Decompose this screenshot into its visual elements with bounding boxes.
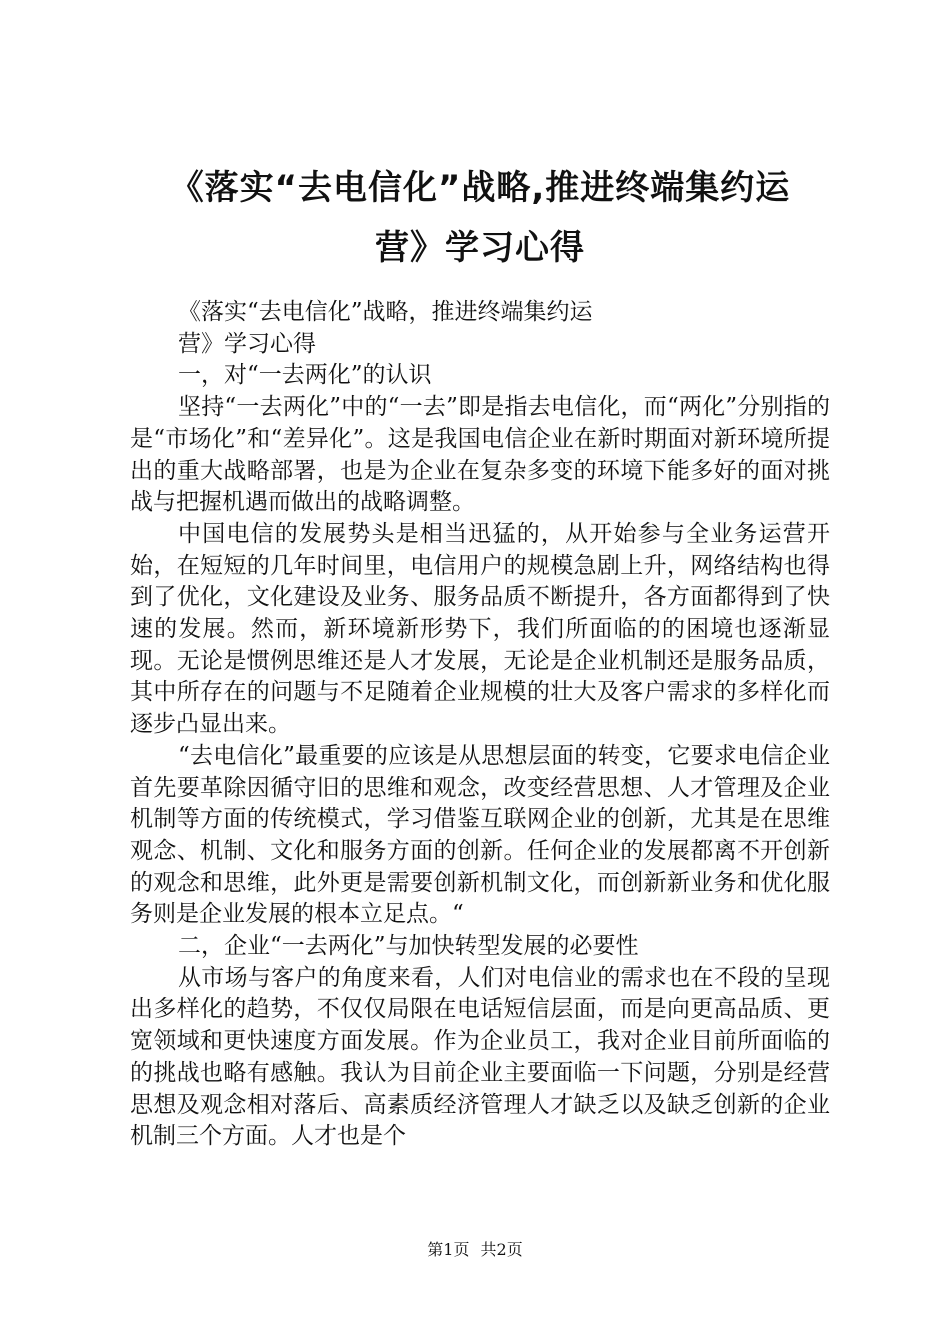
- document-body: [130, 297, 830, 1153]
- section-2-heading: 二，企业“一去两化”与加快转型发展的必要性: [178, 933, 639, 960]
- paragraph-1: 坚持“一去两化”中的“一去”即是指去电信化，而“两化”分别指的是“市场化”和“差异化”。这是我国电信企业在新时期面对新环境所提出的重大战略部署，也是为企业在复杂多变的环境下能多好的面对挑战与把握机遇而做出的战略调整。: [130, 394, 830, 516]
- page-footer: [0, 1238, 950, 1262]
- section-1-heading: 一，对“一去两化”的认识: [178, 362, 432, 389]
- subtitle-line-1: 《落实“去电信化”战略，推进终端集约运: [178, 299, 593, 325]
- document-title: [130, 158, 830, 278]
- paragraph-2: 中国电信的发展势头是相当迅猛的，从开始参与全业务运营开始，在短短的几年时间里，电信用户的规模急剧上升，网络结构也得到了优化，文化建设及业务、服务品质不断提升，各方面都得到了快速的发展。然而，新环境新形势下，我们所面临的的困境也逐渐显现。无论是惯例思维还是人才发展，无论是企业机制还是服务品质，其中所存在的问题与不足随着企业规模的壮大及客户需求的多样化而逐步凸显出来。: [130, 520, 830, 738]
- subtitle-line-2: 营》学习心得: [178, 330, 316, 357]
- page-number-current: 第1页: [427, 1240, 470, 1259]
- paragraph-3: “去电信化”最重要的应该是从思想层面的转变，它要求电信企业首先要革除因循守旧的思维和观念，改变经营思想、人才管理及企业机制等方面的传统模式，学习借鉴互联网企业的创新，尤其是在思维观念、机制、文化和服务方面的创新。任何企业的发展都离不开创新的观念和思维，此外更是需要创新机制文化，而创新新业务和优化服务则是企业发展的根本立足点。“: [130, 742, 830, 928]
- paragraph-4: 从市场与客户的角度来看，人们对电信业的需求也在不段的呈现出多样化的趋势，不仅仅局限在电话短信层面，而是向更高品质、更宽领域和更快速度方面发展。作为企业员工，我对企业目前所面临的的挑战也略有感触。我认为目前企业主要面临一下问题，分别是经营思想及观念相对落后、高素质经济管理人才缺乏以及缺乏创新的企业机制三个方面。人才也是个: [130, 964, 830, 1150]
- document-title-line-2: 营》学习心得: [375, 228, 585, 268]
- page-number-total: 共2页: [480, 1240, 523, 1259]
- document-title-line-1: 《落实“去电信化”战略,推进终端集约运: [169, 168, 791, 208]
